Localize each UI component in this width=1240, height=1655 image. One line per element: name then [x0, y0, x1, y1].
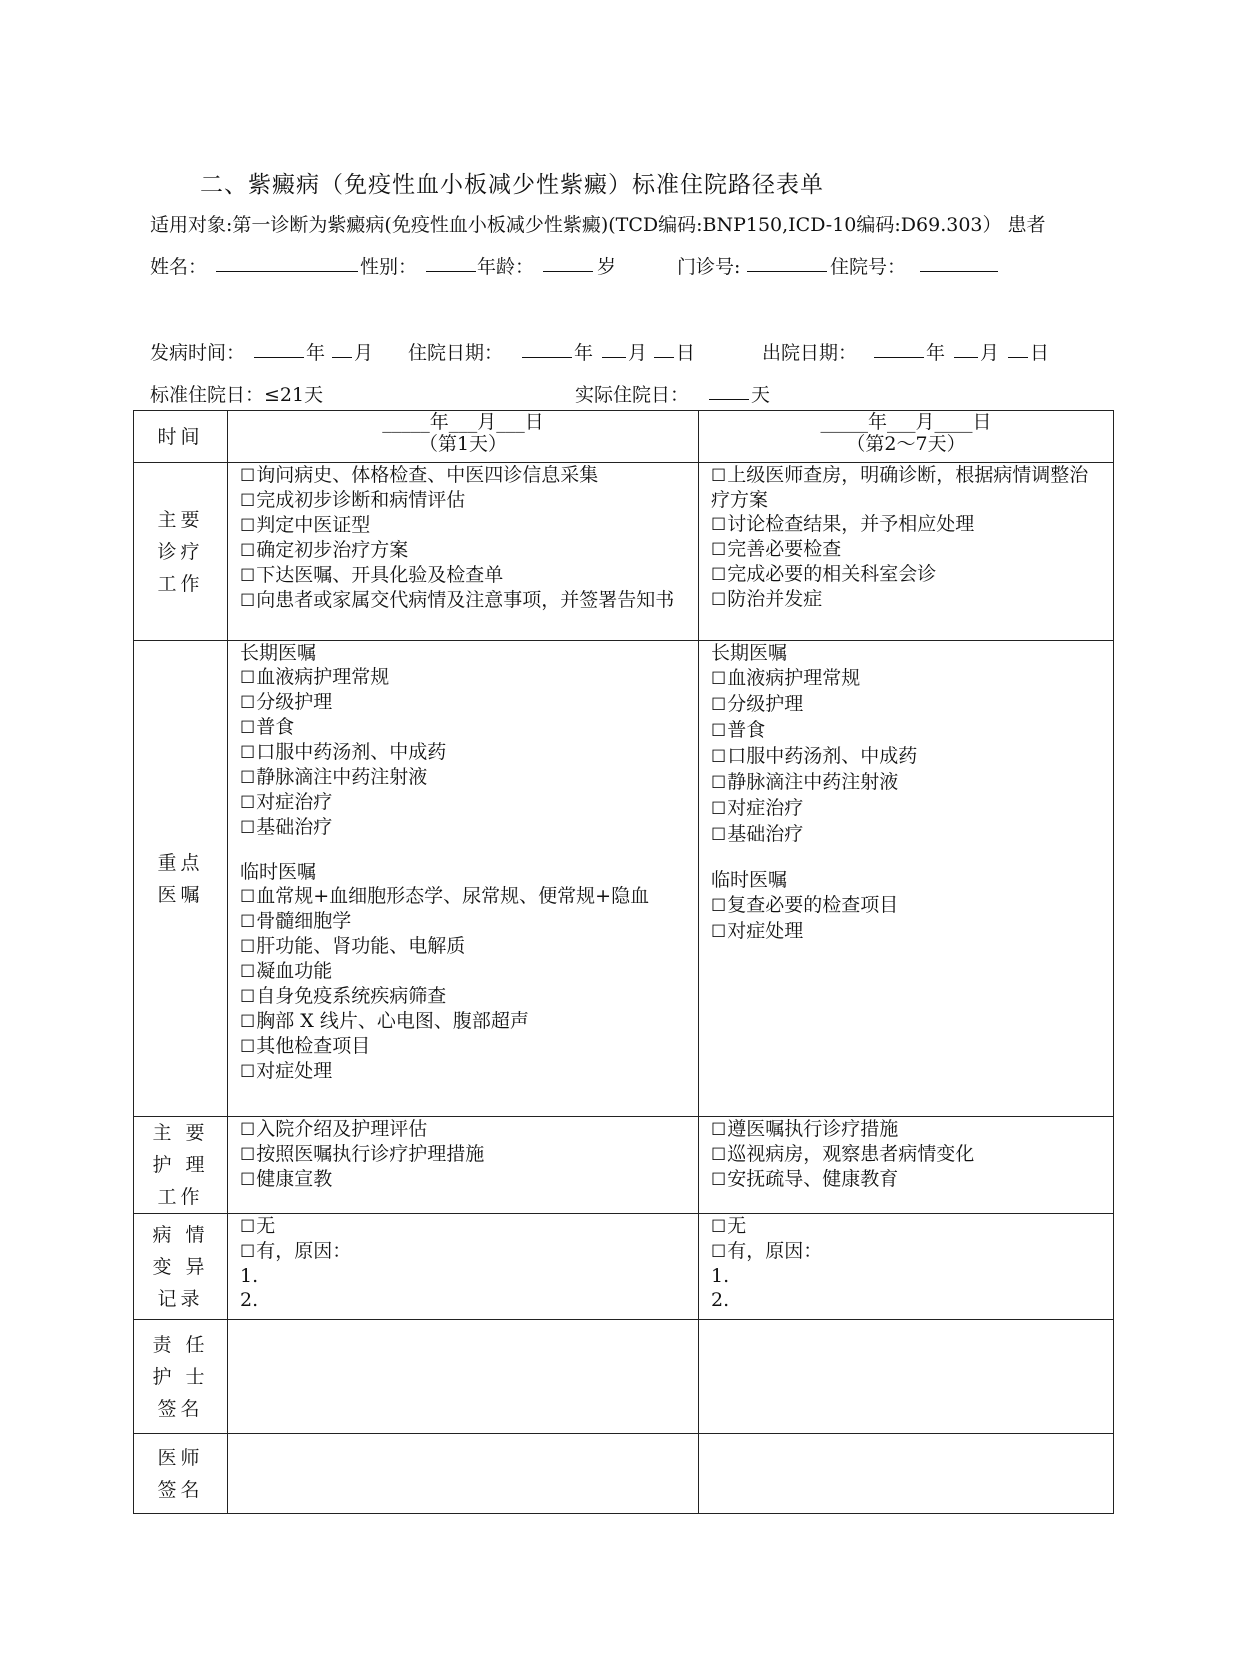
checkbox-item[interactable]: ☐ 对症治疗 [240, 790, 686, 815]
sex-label: 性别： [360, 256, 418, 278]
long-term-label: 长期医嘱 [240, 642, 317, 664]
checkbox-item[interactable]: ☐ 其他检查项目 [240, 1034, 686, 1059]
col1-header [228, 411, 699, 463]
variance-col1 [228, 1214, 699, 1320]
onset-year-unit: 年 [306, 342, 326, 364]
checkbox-item[interactable]: ☐ 分级护理 [711, 692, 1101, 718]
checkbox-item[interactable]: ☐ 口服中药汤剂、中成药 [240, 740, 686, 765]
checkbox-item[interactable]: ☐ 向患者或家属交代病情及注意事项，并签署告知书 [240, 588, 686, 613]
checkbox-item[interactable]: ☐ 防治并发症 [711, 587, 1101, 612]
discharge-month-unit: 月 [980, 342, 1000, 364]
nursing-label-1: 主 要 [152, 1122, 209, 1144]
age-field[interactable] [543, 252, 593, 272]
doctor-sign-label-1: 医师 [157, 1446, 204, 1469]
variance-label [134, 1214, 228, 1320]
doctor-sign-col1[interactable] [228, 1434, 699, 1514]
variance-row [134, 1214, 1114, 1320]
orders-label-1: 重点 [157, 851, 204, 874]
admit-month-unit: 月 [628, 342, 648, 364]
checkbox-item[interactable]: ☐ 完成初步诊断和病情评估 [240, 488, 686, 513]
col2-date: _____年___月____日 [820, 411, 992, 433]
actual-stay-label: 实际住院日： [575, 384, 690, 406]
main-work-label [134, 463, 228, 641]
col1-date: _____年___月___日 [382, 411, 544, 433]
checkbox-item[interactable]: ☐ 巡视病房，观察患者病情变化 [711, 1142, 1101, 1167]
discharge-label: 出院日期： [762, 342, 858, 364]
header-row [134, 411, 1114, 463]
nursing-label-3: 工作 [157, 1186, 204, 1208]
nursing-col1 [228, 1117, 699, 1214]
checkbox-item[interactable]: ☐ 静脉滴注中药注射液 [240, 765, 686, 790]
checkbox-item[interactable]: ☐ 对症治疗 [711, 796, 1101, 822]
nursing-col2 [699, 1117, 1114, 1214]
admit-month-field[interactable] [602, 338, 626, 358]
checkbox-item[interactable]: ☐ 静脉滴注中药注射液 [711, 770, 1101, 796]
onset-month-unit: 月 [354, 342, 374, 364]
checkbox-item[interactable]: ☐ 健康宣教 [240, 1167, 686, 1192]
nursing-label-2: 护 理 [152, 1154, 209, 1176]
variance-yes-checkbox[interactable]: ☐ 有，原因： [240, 1239, 686, 1264]
nurse-sign-label [134, 1320, 228, 1434]
admit-label: 住院日期： [408, 342, 504, 364]
actual-stay-unit: 天 [751, 384, 771, 406]
col1-day: （第1天） [418, 433, 508, 455]
checkbox-item[interactable]: ☐ 普食 [711, 718, 1101, 744]
main-work-label-1: 主要 [157, 508, 204, 531]
temp-label: 临时医嘱 [240, 861, 317, 883]
nurse-sign-col1[interactable] [228, 1320, 699, 1434]
variance-none-checkbox[interactable]: ☐ 无 [240, 1214, 686, 1239]
checkbox-item[interactable]: ☐ 完善必要检查 [711, 537, 1101, 562]
actual-stay-field[interactable] [709, 380, 749, 400]
variance-reason-2[interactable]: 2. [711, 1289, 730, 1311]
admit-year-unit: 年 [574, 342, 594, 364]
checkbox-item[interactable]: ☐ 骨髓细胞学 [240, 909, 686, 934]
discharge-day-unit: 日 [1030, 342, 1050, 364]
patient-info-line [150, 252, 1150, 278]
checkbox-item[interactable]: ☐ 基础治疗 [711, 822, 1101, 848]
variance-label-2: 变 异 [152, 1255, 209, 1278]
page-title: 二、紫癜病（免疫性血小板减少性紫癜）标准住院路径表单 [200, 172, 824, 198]
discharge-month-field[interactable] [954, 338, 978, 358]
nurse-sign-row [134, 1320, 1114, 1434]
checkbox-item[interactable]: ☐ 血液病护理常规 [711, 666, 1101, 692]
main-work-label-3: 工作 [157, 572, 204, 595]
checkbox-item[interactable]: ☐ 确定初步治疗方案 [240, 538, 686, 563]
onset-month-field[interactable] [332, 338, 352, 358]
checkbox-item[interactable]: ☐ 上级医师查房，明确诊断，根据病情调整治疗方案 [711, 463, 1101, 512]
variance-reason-2[interactable]: 2. [240, 1289, 259, 1311]
checkbox-item[interactable]: ☐ 血常规+血细胞形态学、尿常规、便常规+隐血 [240, 884, 686, 909]
checkbox-item[interactable]: ☐ 判定中医证型 [240, 513, 686, 538]
col2-day: （第2～7天） [846, 433, 966, 455]
doctor-sign-label [134, 1434, 228, 1514]
long-term-label: 长期医嘱 [711, 642, 788, 664]
temp-label: 临时医嘱 [711, 869, 788, 891]
checkbox-item[interactable]: ☐ 凝血功能 [240, 959, 686, 984]
variance-label-1: 病 情 [152, 1223, 209, 1246]
checkbox-item[interactable]: ☐ 对症处理 [711, 919, 1101, 945]
variance-yes-checkbox[interactable]: ☐ 有，原因： [711, 1239, 1101, 1264]
name-field[interactable] [216, 252, 358, 272]
name-label: 姓名： [150, 256, 208, 278]
checkbox-item[interactable]: ☐ 基础治疗 [240, 815, 686, 840]
main-work-row [134, 463, 1114, 641]
variance-none-checkbox[interactable]: ☐ 无 [711, 1214, 1101, 1239]
clinic-field[interactable] [747, 252, 827, 272]
clinic-label: 门诊号: [677, 256, 741, 278]
time-label [134, 411, 228, 463]
variance-col2 [699, 1214, 1114, 1320]
main-work-col2 [699, 463, 1114, 641]
nurse-sign-label-2: 护 士 [152, 1365, 209, 1388]
sex-field[interactable] [426, 252, 476, 272]
orders-row [134, 641, 1114, 1117]
discharge-year-field[interactable] [874, 338, 924, 358]
checkbox-item[interactable]: ☐ 入院介绍及护理评估 [240, 1117, 686, 1142]
checkbox-item[interactable]: ☐ 讨论检查结果，并予相应处理 [711, 512, 1101, 537]
onset-year-field[interactable] [254, 338, 304, 358]
nursing-label [134, 1117, 228, 1214]
time-label-text: 时间 [157, 425, 204, 448]
main-work-label-2: 诊疗 [157, 540, 204, 563]
doctor-sign-col2[interactable] [699, 1434, 1114, 1514]
checkbox-item[interactable]: ☐ 对症处理 [240, 1059, 686, 1084]
variance-label-3: 记录 [157, 1287, 204, 1310]
inpatient-label: 住院号： [830, 256, 907, 278]
checkbox-item[interactable]: ☐ 口服中药汤剂、中成药 [711, 744, 1101, 770]
stay-line [150, 380, 1150, 406]
orders-label [134, 641, 228, 1117]
checkbox-item[interactable]: ☐ 复查必要的检查项目 [711, 893, 1101, 919]
dates-line [150, 338, 1150, 364]
checkbox-item[interactable]: ☐ 自身免疫系统疾病筛查 [240, 984, 686, 1009]
orders-label-2: 医嘱 [157, 883, 204, 906]
checkbox-item[interactable]: ☐ 血液病护理常规 [240, 665, 686, 690]
age-label: 年龄： [477, 256, 535, 278]
nurse-sign-label-1: 责 任 [152, 1333, 209, 1356]
main-work-col1 [228, 463, 699, 641]
admit-day-unit: 日 [676, 342, 696, 364]
checkbox-item[interactable]: ☐ 遵医嘱执行诊疗措施 [711, 1117, 1101, 1142]
admit-day-field[interactable] [654, 338, 674, 358]
inpatient-field[interactable] [920, 252, 998, 272]
applicable-line: 适用对象:第一诊断为紫癜病(免疫性血小板减少性紫癜)(TCD编码:BNP150,ICD-10编码:D69.303） 患者 [150, 214, 1046, 236]
discharge-day-field[interactable] [1008, 338, 1028, 358]
discharge-year-unit: 年 [926, 342, 946, 364]
variance-reason-1[interactable]: 1. [711, 1265, 730, 1287]
checkbox-item[interactable]: ☐ 按照医嘱执行诊疗护理措施 [240, 1142, 686, 1167]
doctor-sign-row [134, 1434, 1114, 1514]
variance-reason-1[interactable]: 1. [240, 1265, 259, 1287]
checkbox-item[interactable]: ☐ 安抚疏导、健康教育 [711, 1167, 1101, 1192]
checkbox-item[interactable]: ☐ 分级护理 [240, 690, 686, 715]
orders-col1 [228, 641, 699, 1117]
col2-header [699, 411, 1114, 463]
standard-stay: 标准住院日：≤21天 [150, 384, 324, 406]
orders-col2 [699, 641, 1114, 1117]
checkbox-item[interactable]: ☐ 询问病史、体格检查、中医四诊信息采集 [240, 463, 686, 488]
nursing-row [134, 1117, 1114, 1214]
nurse-sign-col2[interactable] [699, 1320, 1114, 1434]
doctor-sign-label-2: 签名 [157, 1478, 204, 1501]
admit-year-field[interactable] [522, 338, 572, 358]
checkbox-item[interactable]: ☐ 普食 [240, 715, 686, 740]
onset-label: 发病时间： [150, 342, 246, 364]
pathway-table [133, 410, 1114, 1514]
checkbox-item[interactable]: ☐ 下达医嘱、开具化验及检查单 [240, 563, 686, 588]
checkbox-item[interactable]: ☐ 肝功能、肾功能、电解质 [240, 934, 686, 959]
checkbox-item[interactable]: ☐ 完成必要的相关科室会诊 [711, 562, 1101, 587]
checkbox-item[interactable]: ☐ 胸部 X 线片、心电图、腹部超声 [240, 1009, 686, 1034]
nurse-sign-label-3: 签名 [157, 1397, 204, 1420]
age-unit: 岁 [597, 256, 617, 278]
